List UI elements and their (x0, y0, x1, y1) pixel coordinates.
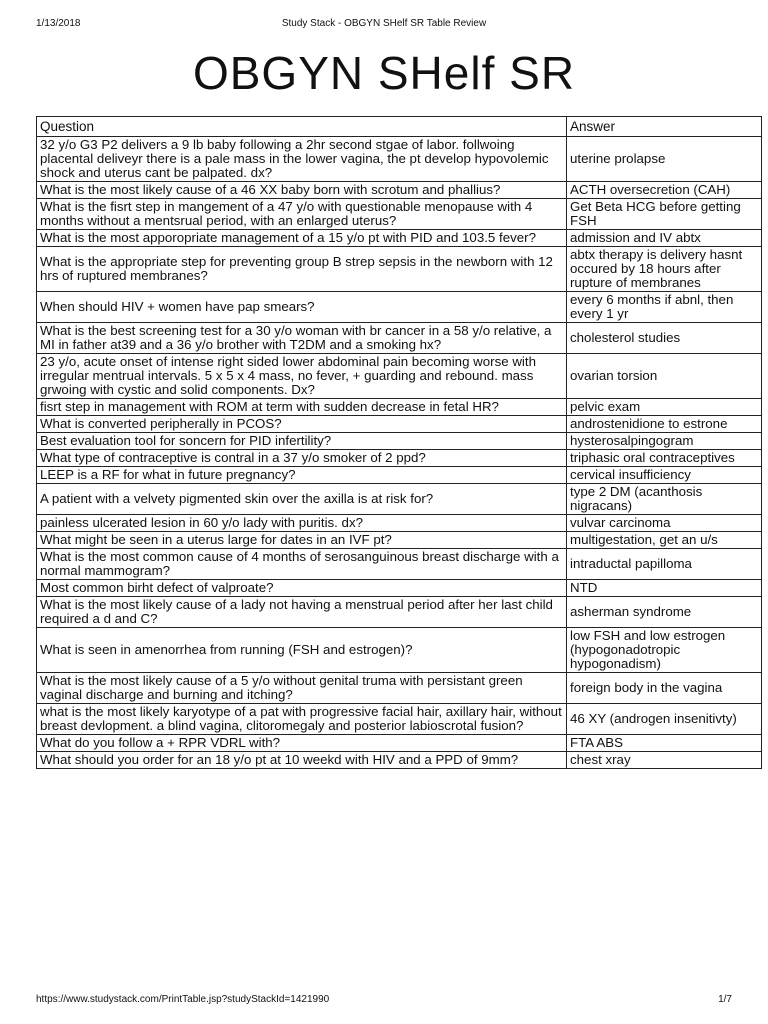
answer-cell: foreign body in the vagina (567, 673, 762, 704)
question-cell: What is the fisrt step in mangement of a 47 y/o with questionable menopause with 4 months without a mentsrual period, with an enlarged uterus? (37, 199, 567, 230)
print-header (36, 18, 732, 30)
answer-cell: every 6 months if abnl, then every 1 yr (567, 292, 762, 323)
answer-cell: uterine prolapse (567, 137, 762, 182)
answer-cell: low FSH and low estrogen (hypogonadotropic hypogonadism) (567, 628, 762, 673)
table-row (37, 597, 762, 628)
question-cell: 23 y/o, acute onset of intense right sided lower abdominal pain becoming worse with irregular mentrual intervals. 5 x 5 x 4 mass, no fever, + guarding and rebound. mass grwoing with cystic and solid components. Dx? (37, 354, 567, 399)
answer-cell: ACTH oversecretion (CAH) (567, 182, 762, 199)
table-row (37, 467, 762, 484)
table-row (37, 182, 762, 199)
answer-cell: abtx therapy is delivery hasnt occured by 18 hours after rupture of membranes (567, 247, 762, 292)
page-number: 1/7 (718, 994, 732, 1005)
table-row (37, 735, 762, 752)
answer-cell: Get Beta HCG before getting FSH (567, 199, 762, 230)
answer-cell: androstenidione to estrone (567, 416, 762, 433)
question-cell: What is the best screening test for a 30 y/o woman with br cancer in a 58 y/o relative, a MI in father at39 and a 36 y/o brother with T2DM and a smoking hx? (37, 323, 567, 354)
question-cell: What is converted peripherally in PCOS? (37, 416, 567, 433)
table-row (37, 247, 762, 292)
question-cell: When should HIV + women have pap smears? (37, 292, 567, 323)
document-title: OBGYN SHelf SR (192, 47, 576, 99)
answer-cell: vulvar carcinoma (567, 515, 762, 532)
question-cell: What is the most common cause of 4 months of serosanguinous breast discharge with a normal mammogram? (37, 549, 567, 580)
table-row (37, 515, 762, 532)
question-cell: What type of contraceptive is contral in a 37 y/o smoker of 2 ppd? (37, 450, 567, 467)
question-cell: What is the most likely cause of a 5 y/o without genital truma with persistant green vaginal discharge and burning and itching? (37, 673, 567, 704)
answer-cell: multigestation, get an u/s (567, 532, 762, 549)
question-cell: What is the appropriate step for preventing group B strep sepsis in the newborn with 12 hrs of ruptured membranes? (37, 247, 567, 292)
question-cell: What is the most apporopriate management of a 15 y/o pt with PID and 103.5 fever? (37, 230, 567, 247)
answer-cell: triphasic oral contraceptives (567, 450, 762, 467)
answer-cell: asherman syndrome (567, 597, 762, 628)
question-cell: 32 y/o G3 P2 delivers a 9 lb baby following a 2hr second stgae of labor. follwoing placental deliveyr there is a pale mass in the lower vagina, the pt develop hypovolemic shock and uterus cant be palpated. dx? (37, 137, 567, 182)
print-footer (36, 994, 732, 1006)
table-row (37, 549, 762, 580)
question-cell: What might be seen in a uterus large for dates in an IVF pt? (37, 532, 567, 549)
table-row (37, 416, 762, 433)
question-cell: fisrt step in management with ROM at term with sudden decrease in fetal HR? (37, 399, 567, 416)
table-row (37, 399, 762, 416)
question-column-header: Question (37, 117, 567, 137)
page-url: https://www.studystack.com/PrintTable.jsp?studyStackId=1421990 (36, 994, 330, 1005)
table-body (37, 137, 762, 769)
print-date: 1/13/2018 (36, 18, 81, 29)
answer-cell: intraductal papilloma (567, 549, 762, 580)
table-row (37, 580, 762, 597)
answer-cell: type 2 DM (acanthosis nigracans) (567, 484, 762, 515)
table-row (37, 199, 762, 230)
question-cell: What is the most likely cause of a 46 XX baby born with scrotum and phallius? (37, 182, 567, 199)
table-row (37, 484, 762, 515)
question-cell: LEEP is a RF for what in future pregnancy? (37, 467, 567, 484)
answer-cell: chest xray (567, 752, 762, 769)
question-cell: Most common birht defect of valproate? (37, 580, 567, 597)
table-row (37, 292, 762, 323)
answer-column-header: Answer (567, 117, 762, 137)
question-cell: painless ulcerated lesion in 60 y/o lady with puritis. dx? (37, 515, 567, 532)
answer-cell: ovarian torsion (567, 354, 762, 399)
flashcard-table (36, 116, 762, 769)
table-row (37, 354, 762, 399)
answer-cell: admission and IV abtx (567, 230, 762, 247)
table-row (37, 673, 762, 704)
answer-cell: NTD (567, 580, 762, 597)
table-row (37, 450, 762, 467)
answer-cell: pelvic exam (567, 399, 762, 416)
table-header-row (37, 117, 762, 137)
table-row (37, 704, 762, 735)
table-row (37, 230, 762, 247)
answer-cell: cervical insufficiency (567, 467, 762, 484)
print-page-title: Study Stack - OBGYN SHelf SR Table Review (281, 18, 487, 29)
table-row (37, 532, 762, 549)
question-cell: Best evaluation tool for soncern for PID infertility? (37, 433, 567, 450)
question-cell: What is the most likely cause of a lady not having a menstrual period after her last child required a d and C? (37, 597, 567, 628)
answer-cell: hysterosalpingogram (567, 433, 762, 450)
question-cell: What should you order for an 18 y/o pt at 10 weekd with HIV and a PPD of 9mm? (37, 752, 567, 769)
question-cell: what is the most likely karyotype of a pat with progressive facial hair, axillary hair, without breast devlopment. a blind vagina, clitoromegaly and posterior labioscrotal fusion? (37, 704, 567, 735)
table-row (37, 137, 762, 182)
answer-cell: FTA ABS (567, 735, 762, 752)
answer-cell: 46 XY (androgen insenitivty) (567, 704, 762, 735)
table-row (37, 752, 762, 769)
table-row (37, 433, 762, 450)
question-cell: What is seen in amenorrhea from running (FSH and estrogen)? (37, 628, 567, 673)
question-cell: A patient with a velvety pigmented skin over the axilla is at risk for? (37, 484, 567, 515)
table-row (37, 628, 762, 673)
question-cell: What do you follow a + RPR VDRL with? (37, 735, 567, 752)
answer-cell: cholesterol studies (567, 323, 762, 354)
table-row (37, 323, 762, 354)
